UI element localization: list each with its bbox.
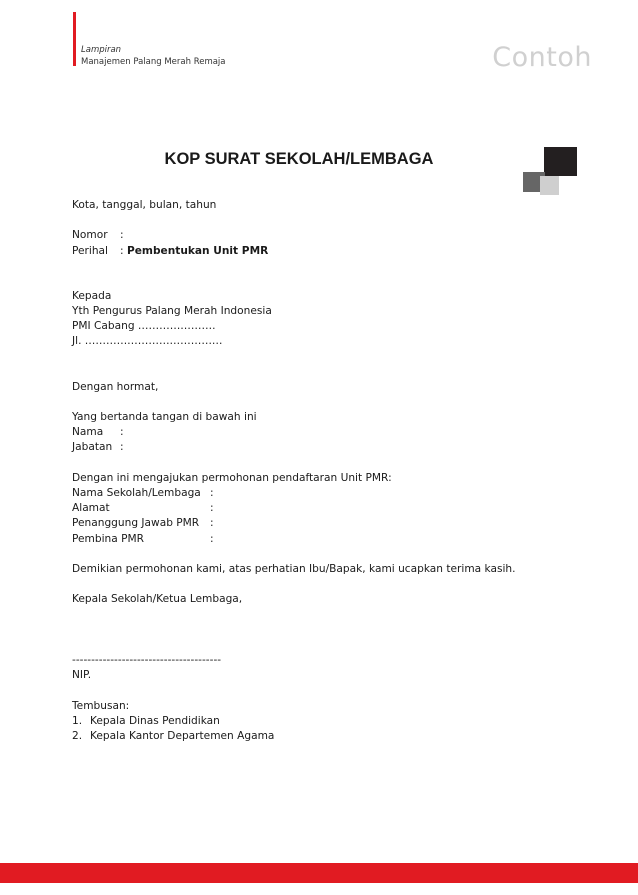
field-row xyxy=(72,486,592,501)
list-number: 2. xyxy=(72,730,83,743)
closing-line: Demikian permohonan kami, atas perhatian Ibu/Bapak, kami ucapkan terima kasih. xyxy=(72,563,516,575)
perihal-value: Pembentukan Unit PMR xyxy=(126,244,269,257)
intro-line: Yang bertanda tangan di bawah ini xyxy=(72,411,257,423)
list-item xyxy=(72,714,592,729)
jabatan-colon: : xyxy=(120,441,124,454)
request-line: Dengan ini mengajukan permohonan pendaftaran Unit PMR: xyxy=(72,471,392,484)
jabatan-row xyxy=(72,440,592,455)
field-colon: : xyxy=(210,487,214,499)
nama-label: Nama xyxy=(72,426,104,439)
kepada-label: Kepada xyxy=(72,289,112,302)
field-label: Alamat xyxy=(72,502,110,515)
header-accent-bar xyxy=(73,12,76,66)
document-header xyxy=(81,44,226,68)
nomor-label: Nomor xyxy=(72,229,108,242)
letter-body xyxy=(72,198,592,744)
recipient-line-2: PMI Cabang …………………. xyxy=(72,320,216,333)
field-label: Pembina PMR xyxy=(72,532,144,545)
field-label: Nama Sekolah/Lembaga xyxy=(72,487,201,499)
decorative-square-dark xyxy=(544,147,577,176)
perihal-colon: : xyxy=(120,244,124,257)
nama-row xyxy=(72,425,592,440)
header-subtitle: Manajemen Palang Merah Remaja xyxy=(81,57,226,67)
salutation: Dengan hormat, xyxy=(72,380,159,393)
tembusan-label: Tembusan: xyxy=(72,699,130,712)
nomor-row xyxy=(72,228,592,243)
nama-colon: : xyxy=(120,426,124,439)
footer-red-bar xyxy=(0,863,638,883)
watermark-label: Contoh xyxy=(492,42,592,73)
signer-title: Kepala Sekolah/Ketua Lembaga, xyxy=(72,593,243,606)
date-line: Kota, tanggal, bulan, tahun xyxy=(72,199,217,211)
letterhead-title: KOP SURAT SEKOLAH/LEMBAGA xyxy=(164,150,434,168)
perihal-row xyxy=(72,244,592,259)
header-label: Lampiran xyxy=(81,45,122,55)
list-text: Kepala Dinas Pendidikan xyxy=(90,714,220,727)
field-row xyxy=(72,516,592,531)
decorative-square-light xyxy=(540,176,559,195)
perihal-label: Perihal xyxy=(72,244,108,257)
field-label: Penanggung Jawab PMR xyxy=(72,517,200,530)
jabatan-label: Jabatan xyxy=(72,441,113,454)
tembusan-list xyxy=(72,714,592,744)
list-text: Kepala Kantor Departemen Agama xyxy=(90,730,275,743)
list-number: 1. xyxy=(72,714,83,727)
field-colon: : xyxy=(210,517,214,530)
nip-label: NIP. xyxy=(72,669,92,682)
field-row xyxy=(72,532,592,547)
field-row xyxy=(72,501,592,516)
field-colon: : xyxy=(210,532,214,545)
nomor-colon: : xyxy=(120,229,124,242)
recipient-line-1: Yth Pengurus Palang Merah Indonesia xyxy=(72,305,272,317)
signature-line: --------------------------------------- xyxy=(72,654,222,667)
field-colon: : xyxy=(210,502,214,515)
list-item xyxy=(72,729,592,744)
recipient-line-3: Jl. ………………………………… xyxy=(72,335,223,348)
